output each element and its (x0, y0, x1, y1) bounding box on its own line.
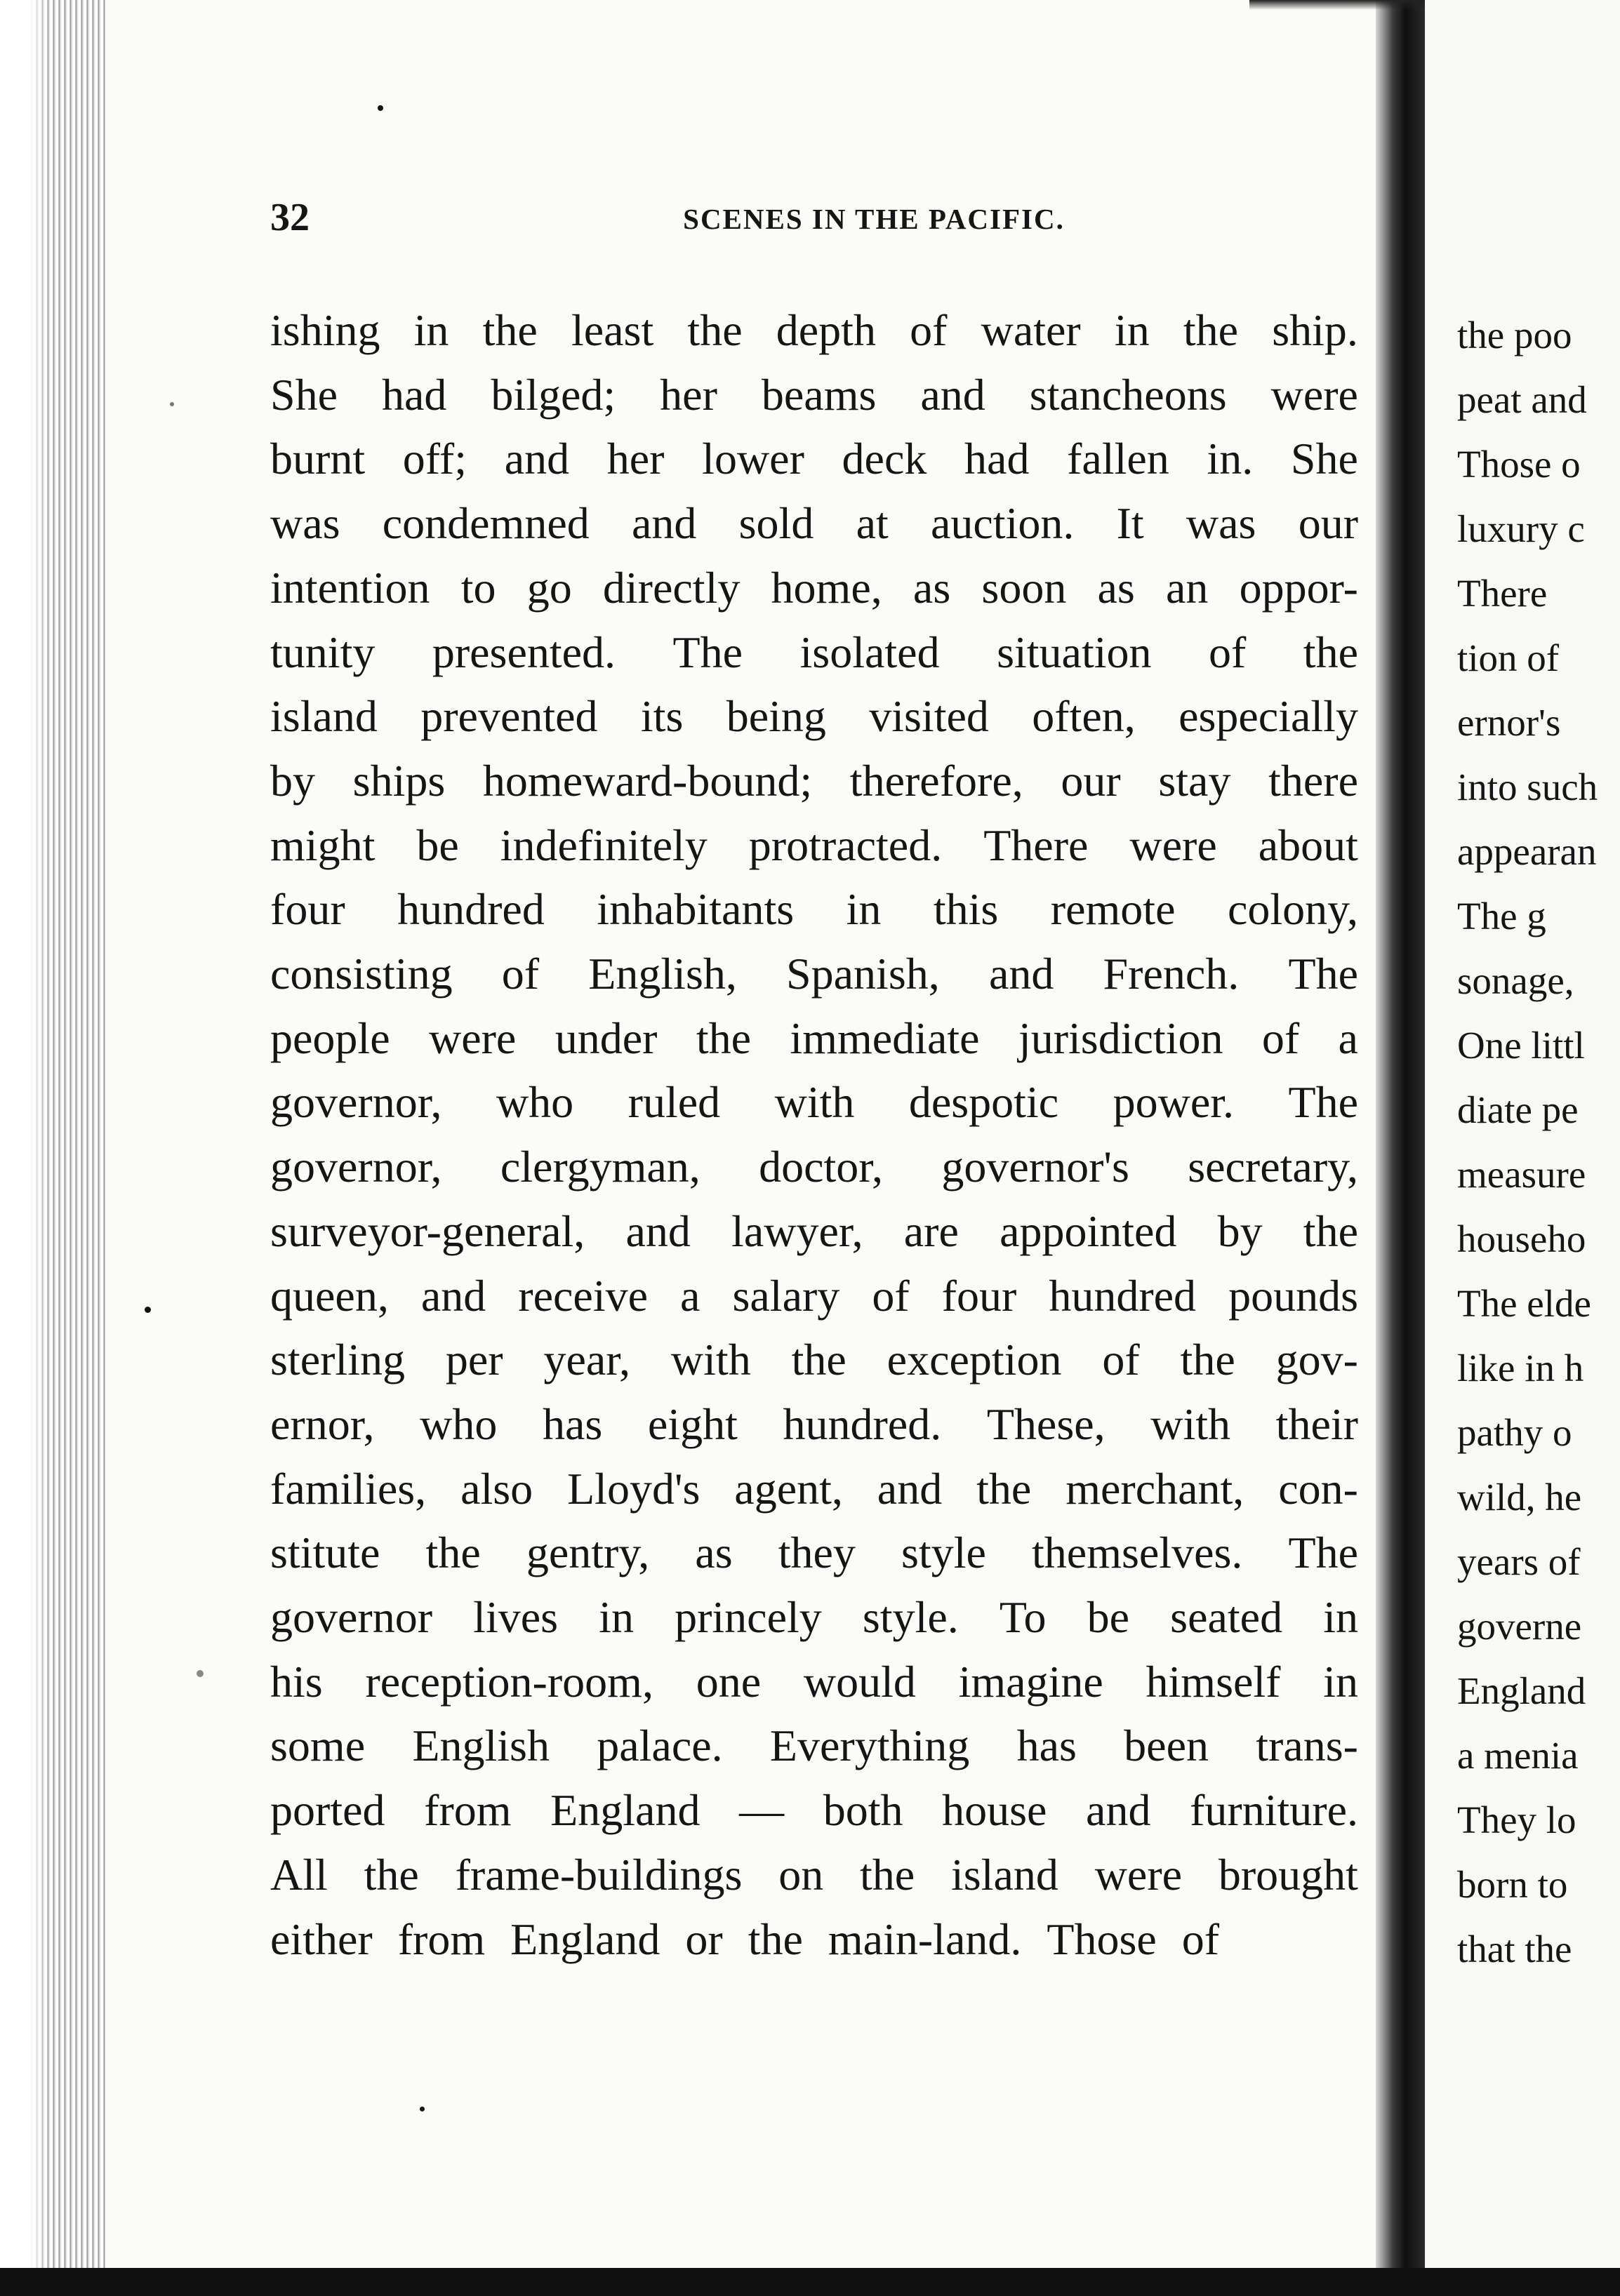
body-line: families, also Lloyd's agent, and the merchant, con- (270, 1463, 1358, 1514)
running-head (270, 195, 1358, 244)
facing-line: diate pe (1457, 1088, 1579, 1131)
speck (378, 105, 383, 111)
speck (145, 1307, 151, 1313)
body-line: stitute the gentry, as they style themselves. The (270, 1528, 1358, 1578)
body-line: ernor, who has eight hundred. These, with their (270, 1399, 1358, 1449)
body-line: governor, clergyman, doctor, governor's secretary, (270, 1142, 1358, 1192)
facing-line: governe (1457, 1605, 1582, 1648)
facing-page (1425, 0, 1620, 2296)
body-line: ported from England — both house and furniture. (270, 1785, 1358, 1836)
facing-line: measure (1457, 1153, 1586, 1196)
speck (420, 2107, 425, 2111)
body-line: queen, and receive a salary of four hundred pounds (270, 1270, 1358, 1321)
facing-line: One littl (1457, 1024, 1585, 1067)
facing-line: peat and (1457, 378, 1587, 421)
body-line: people were under the immediate jurisdiction of a (270, 1013, 1358, 1063)
facing-page-text (1457, 303, 1598, 1982)
facing-line: England (1457, 1669, 1586, 1712)
facing-line: a menia (1457, 1734, 1579, 1777)
speck (197, 1670, 204, 1677)
body-line: All the frame-buildings on the island were brought (270, 1849, 1358, 1900)
speck (170, 402, 174, 406)
facing-line: wild, he (1457, 1476, 1582, 1519)
body-line: was condemned and sold at auction. It was our (270, 498, 1358, 549)
body-line: burnt off; and her lower deck had fallen in. She (270, 434, 1358, 484)
facing-line: househo (1457, 1217, 1586, 1260)
facing-line: The elde (1457, 1282, 1591, 1325)
body-line: either from England or the main-land. Those of (270, 1914, 1220, 1964)
scan-bottom-border (0, 2268, 1620, 2296)
facing-line: the poo (1457, 314, 1572, 356)
body-line: consisting of English, Spanish, and French. The (270, 949, 1358, 999)
body-line: governor, who ruled with despotic power. The (270, 1077, 1358, 1128)
page-number: 32 (270, 196, 310, 239)
facing-line: years of (1457, 1540, 1581, 1583)
body-line: governor lives in princely style. To be seated in (270, 1592, 1358, 1643)
facing-line: ernor's (1457, 701, 1561, 744)
facing-line: tion of (1457, 636, 1560, 679)
facing-line: luxury c (1457, 507, 1585, 550)
body-text (270, 298, 1358, 1971)
facing-line: pathy o (1457, 1411, 1572, 1454)
facing-line: The g (1457, 895, 1546, 937)
body-line: She had bilged; her beams and stancheons were (270, 369, 1358, 420)
facing-line: sonage, (1457, 959, 1574, 1002)
body-line: four hundred inhabitants in this remote colony, (270, 884, 1358, 935)
facing-line: into such (1457, 766, 1598, 808)
facing-line: that the (1457, 1928, 1572, 1970)
body-line: intention to go directly home, as soon as an oppor- (270, 562, 1358, 613)
running-title: SCENES IN THE PACIFIC. (683, 203, 1065, 235)
body-line: by ships homeward-bound; therefore, our stay there (270, 755, 1358, 806)
facing-line: There (1457, 572, 1548, 615)
page-edges (0, 0, 105, 2296)
body-line: tunity presented. The isolated situation of the (270, 627, 1358, 677)
body-line: island prevented its being visited often, especially (270, 691, 1358, 742)
body-line: some English palace. Everything has been trans- (270, 1721, 1358, 1771)
facing-line: They lo (1457, 1798, 1576, 1841)
facing-line: born to (1457, 1863, 1568, 1906)
facing-line: appearan (1457, 830, 1597, 873)
book-gutter (1376, 0, 1425, 2296)
body-line: might be indefinitely protracted. There were about (270, 820, 1358, 870)
facing-line: like in h (1457, 1347, 1584, 1389)
body-line: ishing in the least the depth of water in the ship. (270, 305, 1358, 355)
body-line: his reception-room, one would imagine himself in (270, 1656, 1358, 1707)
facing-line: Those o (1457, 443, 1581, 486)
body-line: surveyor-general, and lawyer, are appointed by the (270, 1206, 1358, 1256)
body-line: sterling per year, with the exception of the gov- (270, 1335, 1358, 1385)
